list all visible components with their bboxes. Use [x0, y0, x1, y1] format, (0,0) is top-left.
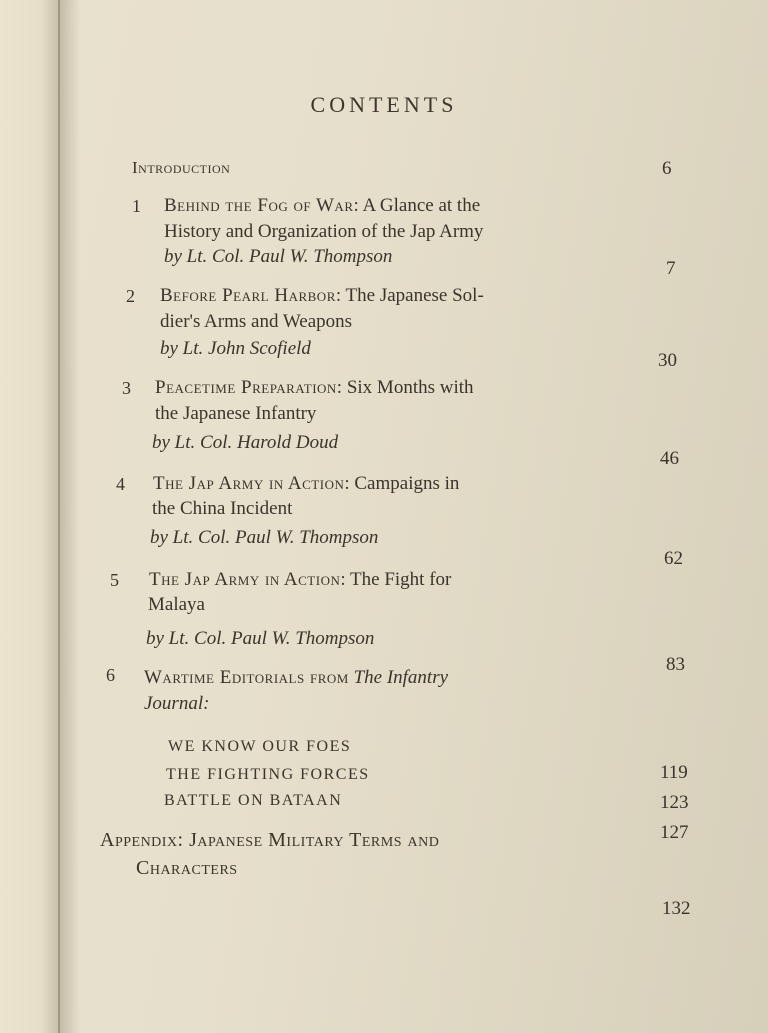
chapter-5-number: 5 [110, 570, 119, 590]
chapter-3-heading: Peacetime Preparation [155, 377, 337, 398]
chapter-3-number: 3 [122, 378, 131, 398]
chapter-5-subtitle: : The Fight for [340, 569, 452, 590]
editorial-3-title: BATTLE ON BATAAN [164, 792, 343, 809]
chapter-2-subtitle: : The Japanese Sol- [335, 285, 484, 306]
chapter-6-heading: Wartime Editorials from [144, 667, 349, 688]
chapter-5-author: by Lt. Col. Paul W. Thompson [146, 628, 375, 649]
chapter-2-title-line2: dier's Arms and Weapons [160, 311, 353, 332]
chapter-1-author: by Lt. Col. Paul W. Thompson [164, 246, 393, 267]
editorial-1-title: WE KNOW OUR FOES [168, 738, 352, 755]
gutter-shadow [58, 0, 80, 1033]
chapter-2-number: 2 [126, 286, 135, 306]
chapter-3-subtitle: : Six Months with [336, 377, 474, 398]
chapter-6-journal-name: The Infantry [353, 667, 449, 688]
chapter-4-subtitle: : Campaigns in [344, 473, 460, 494]
chapter-4-title-line1 [153, 472, 459, 496]
chapter-1-page: 7 [666, 258, 676, 279]
contents-title: CONTENTS [310, 92, 458, 117]
chapter-4-page: 62 [664, 548, 683, 569]
editorial-3-page: 127 [660, 822, 689, 843]
chapter-2-heading: Before Pearl Harbor [160, 285, 336, 306]
chapter-6-number: 6 [106, 665, 115, 685]
appendix-page: 132 [662, 898, 691, 919]
previous-page-edge [0, 0, 60, 1033]
editorial-2-title: THE FIGHTING FORCES [166, 766, 370, 783]
chapter-5-page: 83 [666, 654, 685, 675]
chapter-4-number: 4 [116, 474, 125, 494]
chapter-2-page: 30 [658, 350, 677, 371]
chapter-1-title-line2: History and Organization of the Jap Army [164, 221, 484, 242]
chapter-1-heading: Behind the Fog of War [164, 195, 354, 216]
chapter-2-author: by Lt. John Scofield [160, 338, 311, 359]
appendix-title-line1: Appendix: Japanese Military Terms and [100, 829, 440, 851]
chapter-5-title-line2: Malaya [148, 594, 205, 615]
chapter-4-author: by Lt. Col. Paul W. Thompson [150, 527, 379, 548]
intro-page: 6 [662, 158, 672, 179]
chapter-3-author: by Lt. Col. Harold Doud [152, 432, 339, 453]
chapter-1-title-line1 [164, 194, 480, 218]
chapter-1-subtitle: : A Glance at the [353, 195, 481, 216]
chapter-1-number: 1 [132, 196, 141, 216]
editorial-2-page: 123 [660, 792, 689, 813]
editorial-1-page: 119 [660, 762, 688, 783]
chapter-6-title-line2: Journal: [144, 693, 210, 714]
chapter-4-heading: The Jap Army in Action [153, 473, 345, 494]
appendix-title-line2: Characters [136, 857, 238, 879]
chapter-5-title-line1 [149, 568, 451, 592]
chapter-5-heading: The Jap Army in Action [149, 569, 341, 590]
chapter-3-title-line1 [155, 376, 474, 400]
chapter-4-title-line2: the China Incident [152, 498, 293, 519]
chapter-6-title-line1 [144, 666, 448, 690]
chapter-2-title-line1 [160, 284, 484, 308]
chapter-3-title-line2: the Japanese Infantry [155, 403, 317, 424]
intro-label: Introduction [132, 158, 231, 177]
chapter-3-page: 46 [660, 448, 679, 469]
